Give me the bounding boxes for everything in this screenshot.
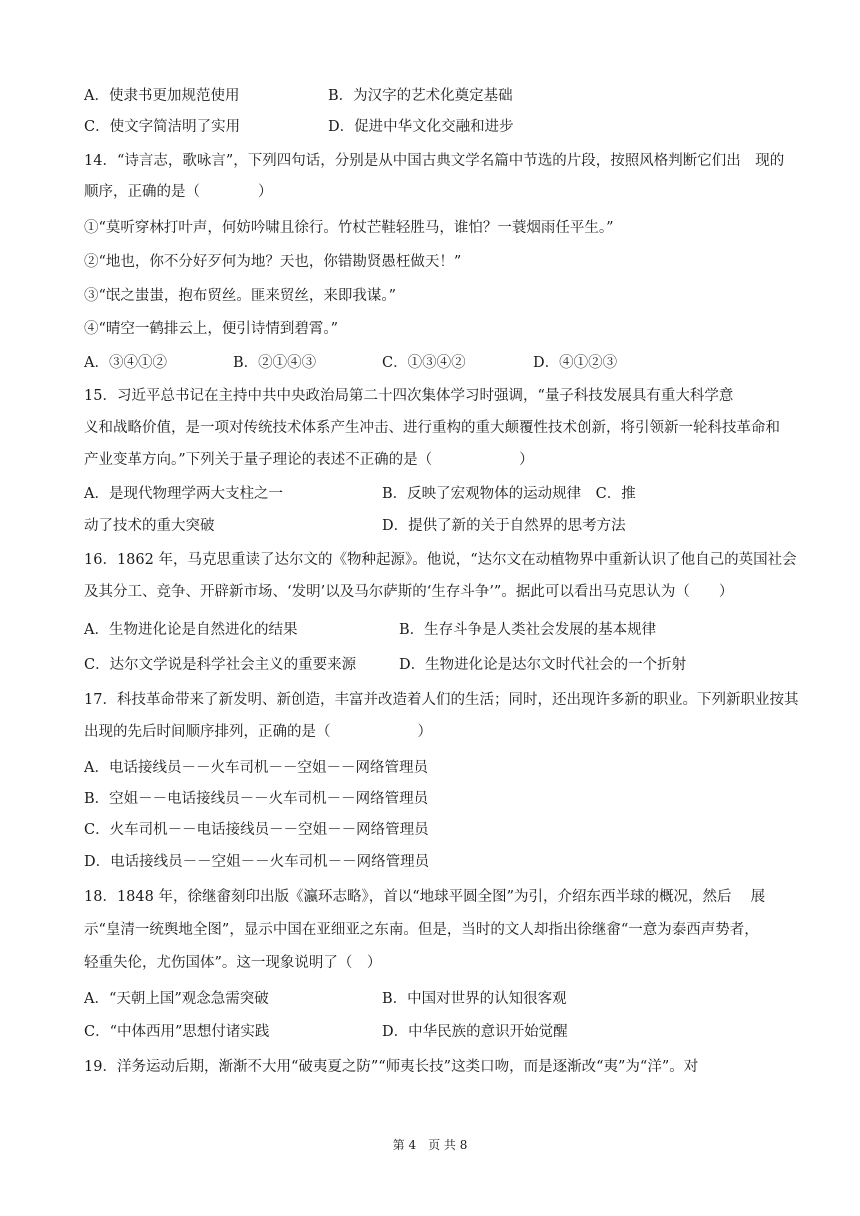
q14-item-2: ②“地也，你不分好歹何为地？天也，你错勘贤愚枉做天！” bbox=[84, 254, 462, 270]
q17-stem-line-1: 17．科技革命带来了新发明、新创造，丰富并改造着人们的生活；同时，还出现许多新的职业。下列新职业按其 bbox=[84, 692, 799, 708]
q18-stem-line-1: 18．1848 年，徐继畲刻印出版《瀛环志略》，首以“地球平圆全图”为引，介绍东西半球的概况，然后 展 bbox=[84, 889, 766, 905]
q16-option-a: A．生物进化论是自然进化的结果 bbox=[84, 622, 298, 638]
q16-option-c: C．达尔文学说是科学社会主义的重要来源 bbox=[84, 657, 357, 673]
q18-stem-line-2: 示“皇清一统舆地全图”，显示中国在亚细亚之东南。但是，当时的文人却指出徐继畲“一意为泰西声势者， bbox=[84, 922, 759, 938]
q18-option-d: D．中华民族的意识开始觉醒 bbox=[382, 1024, 568, 1040]
q15-option-c-continued: 动了技术的重大突破 bbox=[84, 518, 215, 534]
q15-stem-line-1: 15．习近平总书记在主持中共中央政治局第二十四次集体学习时强调，“量子科技发展具有重大科学意 bbox=[84, 388, 734, 404]
q16-stem-line-1: 16．1862 年，马克思重读了达尔文的《物种起源》。他说，“达尔文在动植物界中重新认识了他自己的英国社会 bbox=[84, 552, 797, 568]
page-number-footer: 第 4 页 共 8 bbox=[392, 1138, 468, 1152]
q18-option-a: A．“天朝上国”观念急需突破 bbox=[84, 991, 269, 1007]
q14-option-c: C．①③④② bbox=[382, 355, 466, 371]
q16-stem-line-2: 及其分工、竞争、开辟新市场、‘发明’以及马尔萨斯的‘生存斗争’”。据此可以看出马克思认为（ ） bbox=[84, 584, 734, 600]
q14-option-a: A．③④①② bbox=[84, 355, 167, 371]
q15-stem-line-3: 产业变革方向。”下列关于量子理论的表述不正确的是（ ） bbox=[84, 452, 534, 468]
q14-stem-line-2: 顺序，正确的是（ ） bbox=[84, 184, 273, 200]
q14-item-3: ③“氓之蚩蚩，抱布贸丝。匪来贸丝，来即我谋。” bbox=[84, 288, 397, 304]
q13-option-a: A．使隶书更加规范使用 bbox=[84, 88, 240, 104]
q14-item-4: ④“晴空一鹤排云上，便引诗情到碧霄。” bbox=[84, 321, 339, 337]
q18-option-b: B．中国对世界的认知很客观 bbox=[382, 991, 567, 1007]
q17-stem-line-2: 出现的先后时间顺序排列，正确的是（ ） bbox=[84, 724, 432, 740]
q15-option-a: A．是现代物理学两大支柱之一 bbox=[84, 486, 283, 502]
q17-option-b: B．空姐－－电话接线员－－火车司机－－网络管理员 bbox=[84, 791, 429, 807]
q15-stem-line-2: 义和战略价值，是一项对传统技术体系产生冲击、进行重构的重大颠覆性技术创新，将引领新一轮科技革命和 bbox=[84, 420, 780, 436]
q13-option-b: B．为汉字的艺术化奠定基础 bbox=[328, 88, 513, 104]
q13-option-c: C．使文字简洁明了实用 bbox=[84, 119, 241, 135]
q18-option-c: C．“中体西用”思想付诸实践 bbox=[84, 1024, 270, 1040]
q15-option-d: D．提供了新的关于自然界的思考方法 bbox=[382, 518, 626, 534]
q16-option-b: B．生存斗争是人类社会发展的基本规律 bbox=[399, 622, 657, 638]
q14-stem-line-1: 14．“诗言志，歌咏言”，下列四句话，分别是从中国古典文学名篇中节选的片段，按照风格判断它们出 现的 bbox=[84, 153, 785, 169]
q14-option-b: B．②①④③ bbox=[233, 355, 317, 371]
q14-option-d: D．④①②③ bbox=[533, 355, 618, 371]
q17-option-c: C．火车司机－－电话接线员－－空姐－－网络管理员 bbox=[84, 822, 429, 838]
q18-stem-line-3: 轻重失伦，尤伤国体”。这一现象说明了（ ） bbox=[84, 955, 382, 971]
q15-option-b: B．反映了宏观物体的运动规律 C．推 bbox=[382, 486, 636, 502]
q16-option-d: D．生物进化论是达尔文时代社会的一个折射 bbox=[399, 657, 687, 673]
q14-item-1: ①“莫听穿林打叶声，何妨吟啸且徐行。竹杖芒鞋轻胜马，谁怕？一蓑烟雨任平生。” bbox=[84, 220, 614, 236]
q17-option-a: A．电话接线员－－火车司机－－空姐－－网络管理员 bbox=[84, 760, 428, 776]
q17-option-d: D．电话接线员－－空姐－－火车司机－－网络管理员 bbox=[84, 854, 430, 870]
q13-option-d: D．促进中华文化交融和进步 bbox=[328, 119, 514, 135]
q19-stem-line-1: 19．洋务运动后期，渐渐不大用“破夷夏之防”“师夷长技”这类口吻，而是逐渐改“夷”为“洋”。对 bbox=[84, 1059, 699, 1075]
